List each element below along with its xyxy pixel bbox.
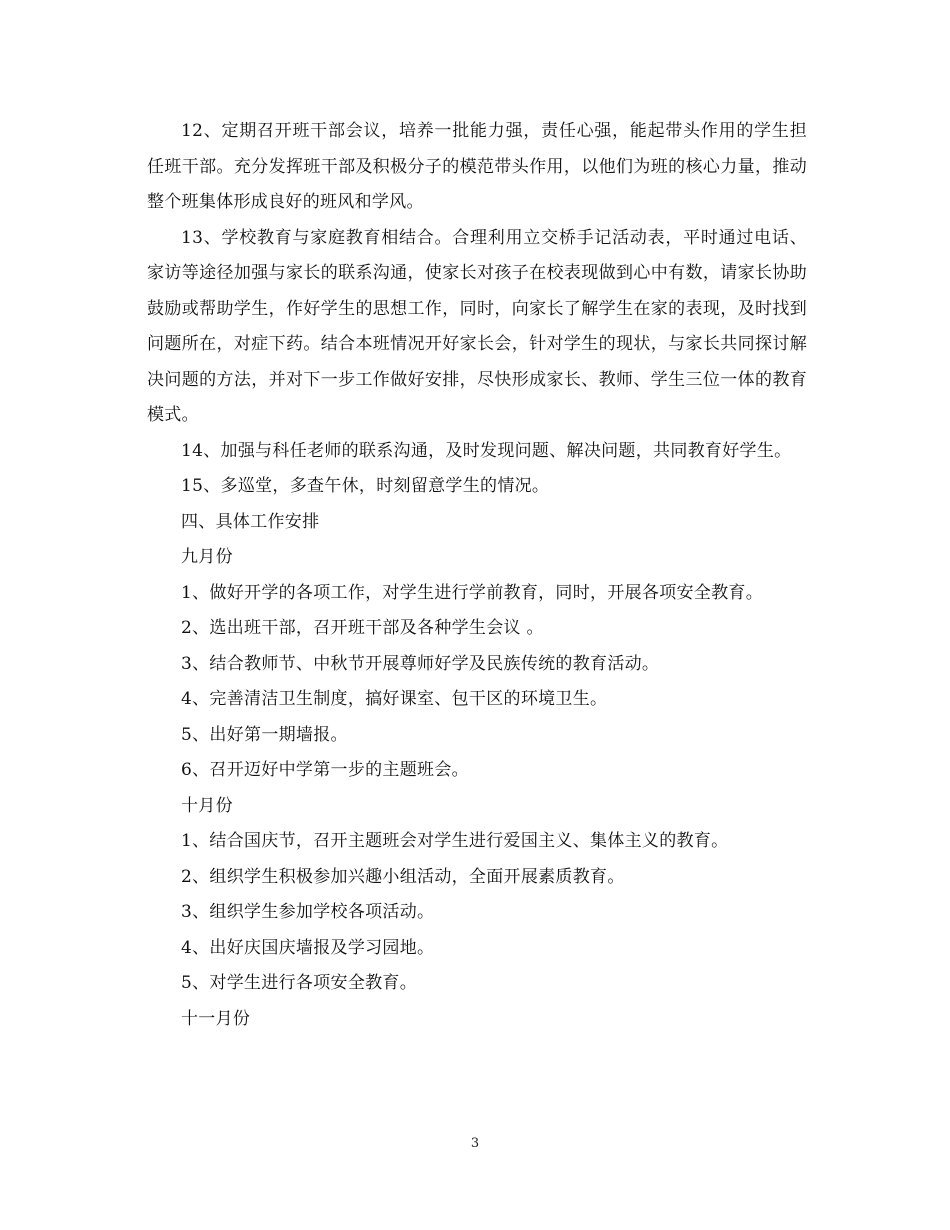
october-item-3: 3、组织学生参加学校各项活动。: [181, 902, 435, 922]
september-item-1: 1、做好开学的各项工作，对学生进行学前教育，同时，开展各项安全教育。: [181, 582, 764, 603]
document-body: [147, 114, 807, 1037]
paragraph-item-15: 15、多巡堂，多查午休，时刻留意学生的情况。: [181, 476, 550, 496]
october-item-4: 4、出好庆国庆墙报及学习园地。: [181, 937, 435, 958]
september-item-2: 2、选出班干部，召开班干部及各种学生会议 。: [181, 618, 544, 638]
month-heading-october: 十月份: [181, 795, 233, 816]
october-item-5: 5、对学生进行各项安全教育。: [181, 973, 418, 993]
month-heading-november: 十一月份: [181, 1008, 251, 1029]
september-item-4: 4、完善清洁卫生制度，搞好课室、包干区的环境卫生。: [181, 689, 608, 709]
paragraph-item-13: 13、学校教育与家庭教育相结合。合理利用立交桥手记活动表，平时通过电话、家访等途径加强与家长的联系沟通，使家长对孩子在校表现做到心中有数，请家长协助鼓励或帮助学生，作好学生的思想工作，同时，向家长了解学生在家的表现，及时找到问题所在，对症下药。结合本班情况开好家长会，针对学生的现状，与家长共同探讨解决问题的方法，并对下一步工作做好安排，尽快形成家长、教师、学生三位一体的教育模式。: [147, 227, 807, 425]
october-item-1: 1、结合国庆节，召开主题班会对学生进行爱国主义、集体主义的教育。: [181, 831, 729, 851]
september-item-5: 5、出好第一期墙报。: [181, 724, 348, 745]
paragraph-item-12: 12、定期召开班干部会议，培养一批能力强，责任心强，能起带头作用的学生担任班干部。充分发挥班干部及积极分子的模范带头作用，以他们为班的核心力量，推动整个班集体形成良好的班风和学风。: [147, 121, 807, 212]
paragraph-item-14: 14、加强与科任老师的联系沟通，及时发现问题、解决问题，共同教育好学生。: [181, 440, 792, 461]
october-item-2: 2、组织学生积极参加兴趣小组活动，全面开展素质教育。: [181, 866, 625, 887]
september-item-3: 3、结合教师节、中秋节开展尊师好学及民族传统的教育活动。: [181, 653, 660, 674]
page-number: 3: [470, 1136, 480, 1151]
september-item-6: 6、召开迈好中学第一步的主题班会。: [181, 760, 469, 780]
section-heading-schedule: 四、具体工作安排: [181, 511, 320, 532]
month-heading-september: 九月份: [181, 547, 233, 567]
